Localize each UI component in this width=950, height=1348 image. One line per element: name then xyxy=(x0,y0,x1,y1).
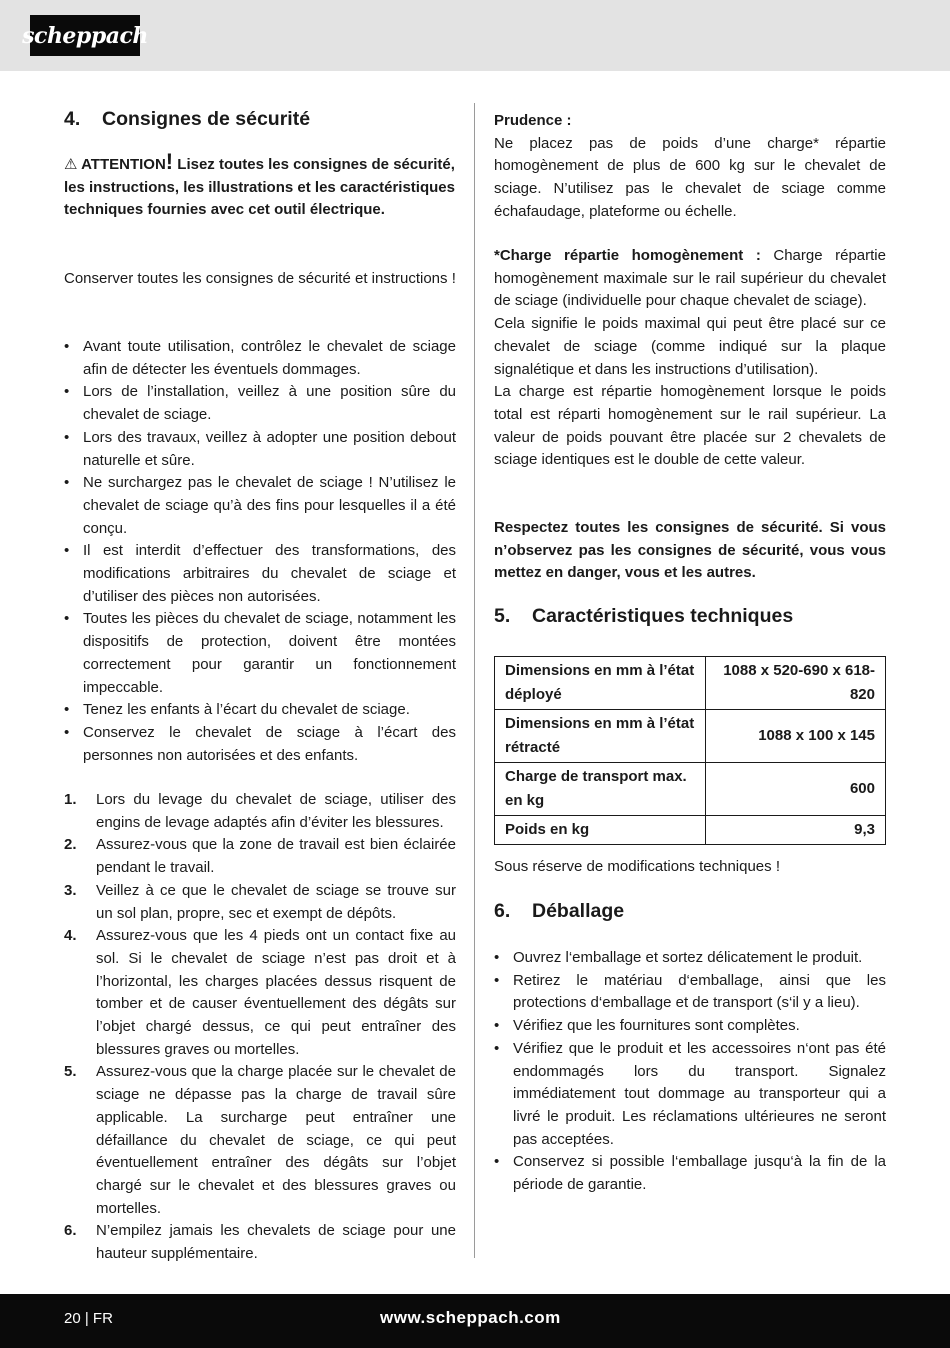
section-title: Caractéristiques techniques xyxy=(532,605,794,627)
section-4-heading xyxy=(64,108,310,131)
list-item: • Ouvrez l‘emballage et sortez délicatement le produit. xyxy=(494,947,886,970)
prudence-block xyxy=(494,110,886,224)
conserve-instructions: Conserver toutes les consignes de sécurité et instructions ! xyxy=(64,270,456,287)
table-row xyxy=(495,816,886,845)
attention-paragraph xyxy=(64,149,456,222)
item-number: 5. xyxy=(64,1063,77,1081)
warning-triangle-icon: ⚠ xyxy=(64,156,78,173)
list-item: • Retirez le matériau d‘emballage, ainsi que les protections d‘emballage et de transport (s‘il y a lieu). xyxy=(494,970,886,1015)
table-cell-label: Charge de transport max. en kg xyxy=(495,763,706,816)
tech-reserve-note: Sous réserve de modifications techniques ! xyxy=(494,858,780,875)
attention-label: ATTENTION xyxy=(81,156,166,173)
list-item: • Conservez le chevalet de sciage à l’écart des personnes non autorisées et des enfants. xyxy=(64,722,456,767)
list-item: • Il est interdit d’effectuer des transformations, des modifications arbitraires du chevalet de sciage et d’utiliser des pièces non autorisées. xyxy=(64,540,456,608)
list-item: • Ne surchargez pas le chevalet de sciage ! N’utilisez le chevalet de sciage qu’à des fins pour lesquelles il a été conçu. xyxy=(64,472,456,540)
attention-text: Lisez toutes les consignes de sécurité, les instructions, les illustrations et les caractéristiques techniques fournies avec cet outil électrique. xyxy=(64,156,455,219)
page-number: 20 | FR xyxy=(64,1310,113,1327)
table-row xyxy=(495,710,886,763)
charge-label: *Charge répartie homogènement : xyxy=(494,247,761,264)
list-item xyxy=(64,1061,456,1220)
attention-exclamation: ! xyxy=(165,149,174,174)
tech-table-wrapper xyxy=(494,656,886,845)
prudence-label: Prudence : xyxy=(494,112,572,129)
charge-text-3: La charge est répartie homogènement lorsque le poids total est réparti homogènement sur le rail supérieur. La valeur de poids pouvant être placée sur 2 chevalets de sciage identiques est le double de cette valeur. xyxy=(494,383,886,469)
section-5-heading xyxy=(494,605,793,628)
charge-paragraph xyxy=(494,245,886,313)
list-item: • Toutes les pièces du chevalet de sciage, notamment les dispositifs de protection, doivent être montées correctement pour garantir un fonctionnement impeccable. xyxy=(64,608,456,699)
list-item: • Vérifiez que le produit et les accessoires n‘ont pas été endommagés lors du transport. Signalez immédiatement tout dommage au transporteur qui a livré le produit. Les réclamations ultérieures ne seront pas acceptées. xyxy=(494,1038,886,1152)
list-item xyxy=(64,925,456,1061)
item-number: 6. xyxy=(64,1222,77,1240)
item-text: Assurez-vous que les 4 pieds ont un contact fixe au sol. Si le chevalet de sciage n’est pas droit et à l’horizontal, les charges placées dessus risquent de tomber et de causer éventuellement des dégâts sur l’objet chargé dessus, ce qui peut entraîner des blessures graves ou mortelles. xyxy=(96,927,456,1058)
section-number: 6. xyxy=(494,900,511,922)
section-6-heading xyxy=(494,900,624,923)
item-number: 3. xyxy=(64,881,77,899)
prudence-text: Ne placez pas de poids d’une charge* répartie homogènement de plus de 600 kg sur le chevalet de sciage. N’utilisez pas le chevalet de sciage comme échafaudage, plateforme ou échelle. xyxy=(494,134,886,220)
unpacking-bullet-list xyxy=(494,947,886,1197)
tech-specs-table xyxy=(494,656,886,845)
item-text: Assurez-vous que la charge placée sur le chevalet de sciage ne dépasse pas la charge de travail sûre applicable. La surcharge peut entraîner une défaillance du chevalet de sciage, ce qui peut éventuellement entraîner des dégâts sur l’objet chargé sur le chevalet et des blessures graves ou mortelles. xyxy=(96,1063,456,1217)
table-cell-value: 600 xyxy=(706,763,886,816)
item-number: 2. xyxy=(64,836,77,854)
list-item: • Lors de l’installation, veillez à une position sûre du chevalet de sciage. xyxy=(64,381,456,426)
list-item: • Lors des travaux, veillez à adopter une position debout naturelle et sûre. xyxy=(64,427,456,472)
charge-text-1: Charge répartie homogènement maximale sur le rail supérieur du chevalet de sciage (individuelle pour chaque chevalet de sciage). xyxy=(494,247,886,310)
item-text: Assurez-vous que la zone de travail est bien éclairée pendant le travail. xyxy=(96,836,456,877)
item-number: 1. xyxy=(64,791,77,808)
safety-bullet-list xyxy=(64,336,456,767)
list-item: • Tenez les enfants à l’écart du chevalet de sciage. xyxy=(64,699,456,722)
table-cell-value: 1088 x 520-690 x 618-820 xyxy=(706,657,886,710)
section-title: Consignes de sécurité xyxy=(102,108,311,130)
column-divider xyxy=(474,103,475,1258)
list-item: • Vérifiez que les fournitures sont complètes. xyxy=(494,1015,886,1038)
table-row xyxy=(495,657,886,710)
table-row xyxy=(495,763,886,816)
list-item xyxy=(64,834,456,879)
list-item xyxy=(64,789,456,834)
table-cell-label: Dimensions en mm à l’état déployé xyxy=(495,657,706,710)
numbered-safety-list xyxy=(64,789,456,1266)
list-item: • Avant toute utilisation, contrôlez le chevalet de sciage afin de détecter les éventuels dommages. xyxy=(64,336,456,381)
item-text: Lors du levage du chevalet de sciage, utiliser des engins de levage adaptés afin d’éviter les blessures. xyxy=(96,791,456,831)
section-number: 5. xyxy=(494,605,511,627)
item-number: 4. xyxy=(64,927,77,945)
page-footer xyxy=(0,1294,950,1348)
website-link[interactable]: www.scheppach.com xyxy=(380,1308,561,1327)
item-text: Veillez à ce que le chevalet de sciage se trouve sur un sol plan, propre, sec et exempt de dépôts. xyxy=(96,881,456,922)
charge-definition-block xyxy=(494,245,886,472)
list-item xyxy=(64,1220,456,1265)
table-cell-label: Dimensions en mm à l’état rétracté xyxy=(495,710,706,763)
section-number: 4. xyxy=(64,108,81,130)
list-item: • Conservez si possible l‘emballage jusqu‘à la fin de la période de garantie. xyxy=(494,1151,886,1196)
section-title: Déballage xyxy=(532,900,625,922)
table-cell-value: 1088 x 100 x 145 xyxy=(706,710,886,763)
charge-text-2: Cela signifie le poids maximal qui peut être placé sur ce chevalet de sciage (comme indiqué sur la plaque signalétique et dans les instructions d’utilisation). xyxy=(494,315,886,378)
page-header xyxy=(0,0,950,71)
item-text: N’empilez jamais les chevalets de sciage pour une hauteur supplémentaire. xyxy=(96,1222,456,1263)
scheppach-logo: scheppach xyxy=(30,15,140,56)
table-cell-value: 9,3 xyxy=(706,816,886,845)
respect-warning: Respectez toutes les consignes de sécurité. Si vous n’observez pas les consignes de sécurité, vous vous mettez en danger, vous et les autres. xyxy=(494,519,886,582)
table-cell-label: Poids en kg xyxy=(495,816,706,845)
list-item xyxy=(64,880,456,925)
